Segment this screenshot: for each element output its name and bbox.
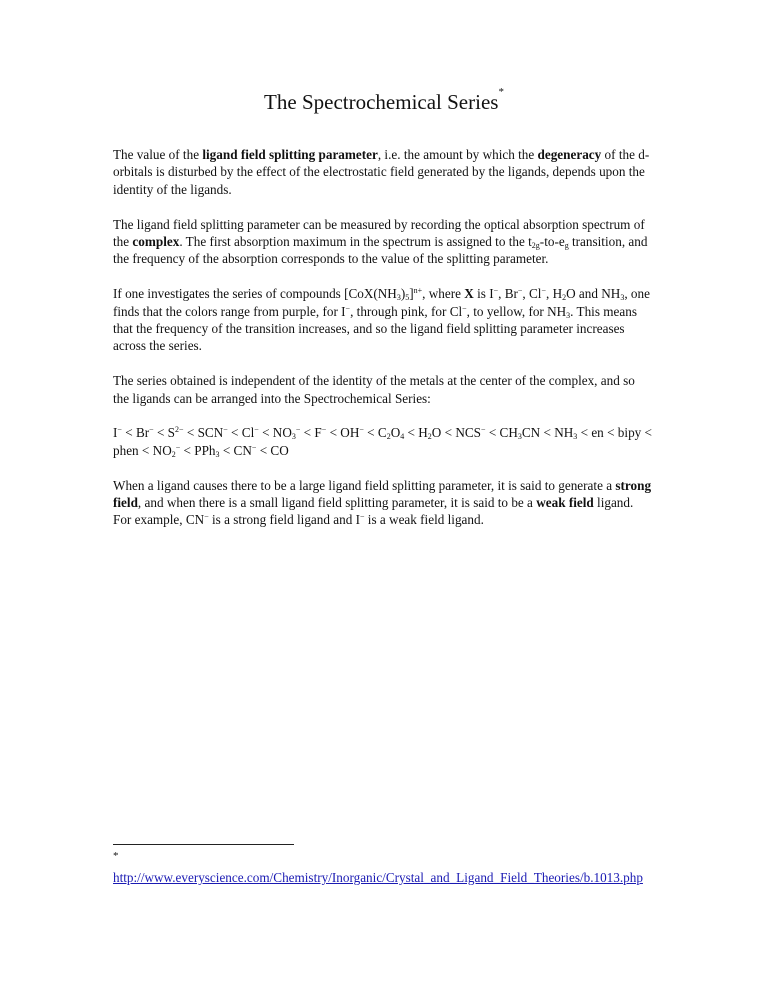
footnote-reference-mark: * xyxy=(498,86,504,98)
text-run: , Cl xyxy=(522,286,542,302)
text-run: , one finds that the colors range from purple, for I xyxy=(113,286,650,319)
text-run: < H xyxy=(404,425,428,441)
superscript: − xyxy=(359,512,365,522)
footnote-separator xyxy=(113,844,294,845)
text-run: of the d-orbitals is disturbed by the effect of the electrostatic field generated by the ligands, depends upon the identity of the ligands. xyxy=(113,147,650,197)
text-run: , where xyxy=(422,286,465,302)
subscript: 3 xyxy=(396,293,401,303)
subscript: 3 xyxy=(573,432,578,442)
text-run: < C xyxy=(363,425,387,441)
subscript: 2 xyxy=(171,449,176,459)
superscript: − xyxy=(175,442,181,452)
text-run: is I xyxy=(473,286,494,302)
text-run: < F xyxy=(300,425,322,441)
bold-term: complex xyxy=(132,234,180,250)
subscript: g xyxy=(564,241,569,251)
text-run: , and when there is a small ligand field splitting parameter, it is said to be a xyxy=(137,495,537,511)
text-run: O < NCS xyxy=(431,425,482,441)
superscript: − xyxy=(321,425,327,435)
paragraph-measurement xyxy=(113,216,653,268)
text-run: If one investigates the series of compounds [CoX(NH xyxy=(113,286,397,302)
text-run: is a weak field ligand. xyxy=(364,512,484,528)
superscript: − xyxy=(251,442,257,452)
text-run: < NO xyxy=(258,425,292,441)
text-run: , Br xyxy=(498,286,518,302)
bold-term: strong field xyxy=(113,477,652,511)
text-run: ligand. For example, CN xyxy=(113,495,634,528)
text-run: When a ligand causes there to be a large ligand field splitting parameter, it is said to generate a xyxy=(113,477,616,493)
subscript: 3 xyxy=(517,432,522,442)
text-run: The ligand field splitting parameter can be measured by recording the optical absorption spectrum of the xyxy=(113,216,645,250)
title-text: The Spectrochemical Series xyxy=(264,90,499,114)
superscript: − xyxy=(481,425,486,435)
superscript: 2− xyxy=(175,425,184,435)
superscript: − xyxy=(295,425,301,435)
bold-term: degeneracy xyxy=(537,147,602,162)
superscript: − xyxy=(204,512,209,522)
subscript: 3 xyxy=(566,310,571,320)
text-run: . This means that the frequency of the transition increases, and so the ligand field splitting parameter increases across the series. xyxy=(113,303,637,354)
text-run: , to yellow, for NH xyxy=(466,303,567,319)
text-run: . The first absorption maximum in the spectrum is assigned to the t xyxy=(179,234,532,250)
text-run: transition, and the frequency of the absorption corresponds to the value of the splitting parameter. xyxy=(113,234,648,267)
superscript: − xyxy=(223,425,228,435)
paragraph-definition xyxy=(113,146,653,198)
superscript: − xyxy=(254,425,259,435)
text-run: O xyxy=(390,425,401,441)
subscript: 2 xyxy=(427,432,432,442)
subscript: 3 xyxy=(620,293,625,303)
subscript: 3 xyxy=(215,449,220,459)
superscript: n+ xyxy=(413,286,423,296)
subscript: 3 xyxy=(291,432,296,442)
text-run: ) xyxy=(400,286,406,302)
paragraph-strong-weak-field xyxy=(113,477,653,529)
subscript: 2 xyxy=(386,432,391,442)
text-run: < CN xyxy=(219,442,252,458)
page-title xyxy=(0,88,768,116)
paragraph-cobalt-series xyxy=(113,285,653,355)
superscript: − xyxy=(462,303,467,313)
bold-term: ligand field splitting parameter xyxy=(202,147,378,162)
superscript: − xyxy=(493,286,499,296)
text-run: < SCN xyxy=(183,425,224,441)
text-run: -to-e xyxy=(539,234,565,250)
superscript: − xyxy=(517,286,523,296)
subscript: 2g xyxy=(531,241,540,251)
text-run: , i.e. the amount by which the xyxy=(377,147,538,162)
superscript: − xyxy=(359,425,364,435)
subscript: 5 xyxy=(405,293,410,303)
text-run: < CO xyxy=(256,442,289,458)
paragraph-series-intro: The series obtained is independent of the identity of the metals at the center of the complex, and so the ligands can be arranged into the Spectrochemical Series: xyxy=(113,373,635,406)
bold-term: weak field xyxy=(536,495,594,511)
superscript: − xyxy=(345,303,351,313)
subscript: 4 xyxy=(400,432,405,442)
text-run: The value of the xyxy=(113,147,203,162)
text-run: < PPh xyxy=(180,442,216,458)
text-run: < CH xyxy=(485,425,518,441)
text-run: < Cl xyxy=(227,425,255,441)
bold-term: X xyxy=(464,286,474,302)
text-run: CN < NH xyxy=(521,425,574,441)
text-run: < OH xyxy=(326,425,360,441)
text-run: < Br xyxy=(121,425,150,441)
superscript: − xyxy=(117,425,122,435)
text-run: , H xyxy=(545,286,563,302)
text-run: I xyxy=(113,425,118,441)
superscript: − xyxy=(149,425,154,435)
text-run: < en < bipy < phen < NO xyxy=(113,425,652,458)
text-run: , through pink, for Cl xyxy=(350,303,463,319)
footnote-mark: * xyxy=(113,850,119,862)
subscript: 2 xyxy=(562,293,567,303)
text-run: is a strong field ligand and I xyxy=(208,512,360,528)
text-run: < S xyxy=(153,425,176,441)
footnote-link[interactable]: http://www.everyscience.com/Chemistry/Inorganic/Crystal_and_Ligand_Field_Theories/b.1013.php xyxy=(113,870,643,885)
document-body xyxy=(113,146,653,546)
text-run: ] xyxy=(409,286,414,302)
superscript: − xyxy=(541,286,546,296)
text-run: O and NH xyxy=(566,286,621,302)
spectrochemical-series-list xyxy=(113,424,653,459)
